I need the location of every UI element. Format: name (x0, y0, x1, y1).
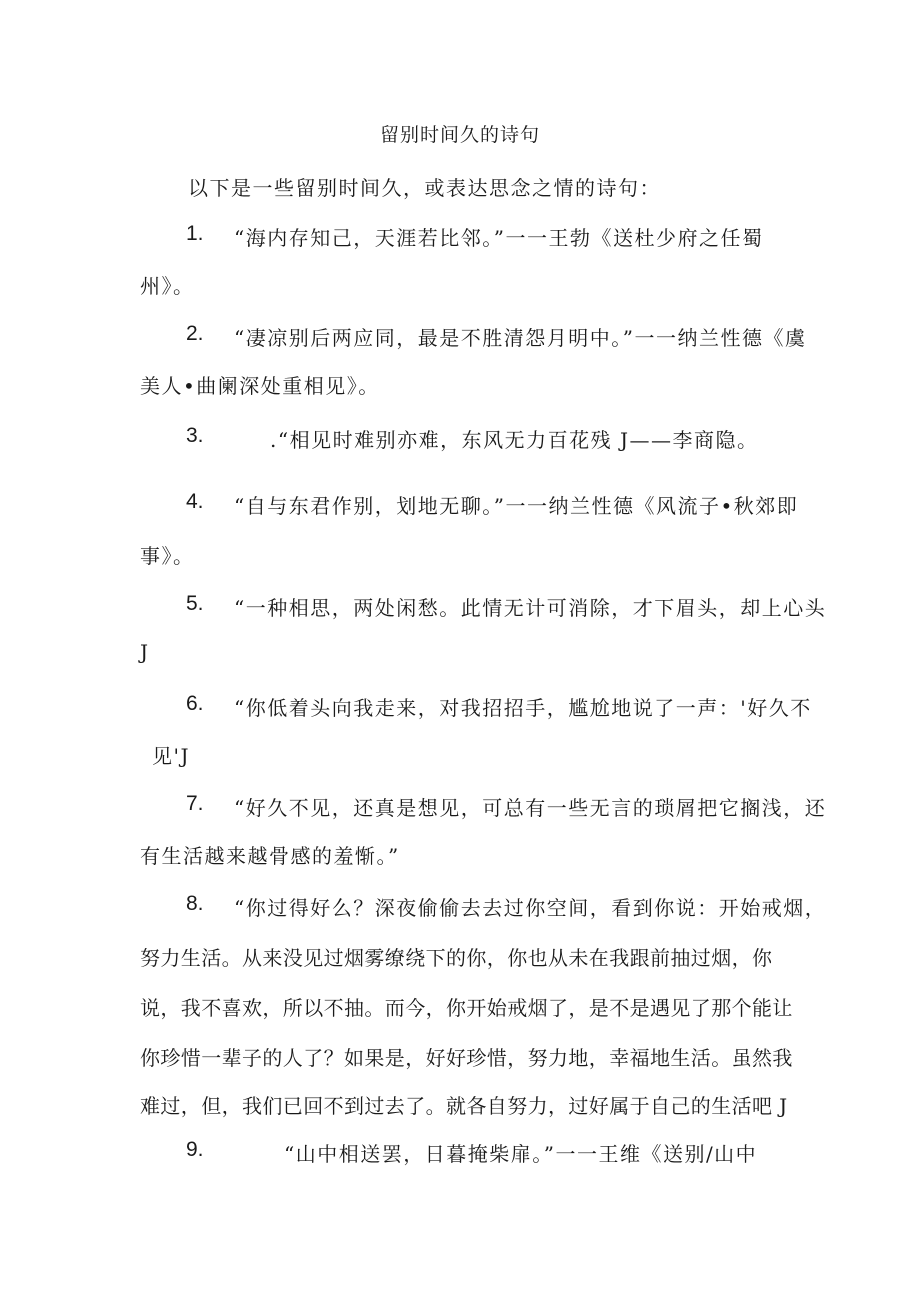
intro-text: 以下是一些留别时间久，或表达思念之情的诗句： (188, 176, 661, 200)
item-1-line-2: 州》。 (140, 274, 195, 298)
document-title: 留别时间久的诗句 (379, 124, 540, 146)
item-5-line-1: “一种相思，两处闲愁。此情无计可消除，才下眉头，却上心头 (234, 596, 827, 620)
item-4-line-2: 事》。 (140, 544, 195, 568)
item-8-line-3: 说，我不喜欢，所以不抽。而今，你开始戒烟了，是不是遇见了那个能让 (140, 996, 793, 1020)
item-7-line-2: 有生活越来越骨感的羞惭。” (140, 844, 400, 868)
item-2-line-1: “凄凉别后两应同，最是不胜清怨月明中。”一一纳兰性德《虞 (234, 326, 807, 350)
item-number-5: 5. (186, 592, 204, 615)
item-8-line-5: 难过，但，我们已回不到过去了。就各自努力，过好属于自己的生活吧 J (140, 1094, 788, 1118)
item-number-8: 8. (186, 892, 204, 915)
item-number-2: 2. (186, 322, 204, 345)
item-6-line-2: 见'J (152, 744, 191, 768)
item-2-line-2: 美人•曲阑深处重相见》。 (140, 374, 380, 398)
item-9-line-1: “山中相送罢，日暮掩柴扉。”一一王维《送别/山中 (284, 1142, 758, 1166)
item-number-9: 9. (186, 1138, 204, 1161)
item-8-line-1: “你过得好么？深夜偷偷去去过你空间，看到你说：开始戒烟， (234, 896, 827, 920)
item-6-line-1: “你低着头向我走来，对我招招手，尴尬地说了一声：'好久不 (234, 696, 812, 720)
item-number-6: 6. (186, 692, 204, 715)
item-number-1: 1. (186, 222, 204, 245)
item-number-7: 7. (186, 792, 204, 815)
item-8-line-4: 你珍惜一辈子的人了？如果是，好好珍惜，努力地，幸福地生活。虽然我 (140, 1046, 793, 1070)
item-1-line-1: “海内存知己，天涯若比邻。”一一王勃《送杜少府之任蜀 (234, 226, 764, 250)
item-number-3: 3. (186, 424, 204, 447)
item-4-line-1: “自与东君作别，划地无聊。”一一纳兰性德《风流子•秋郊即 (234, 494, 799, 518)
item-7-line-1: “好久不见，还真是想见，可总有一些无言的琐屑把它搁浅，还 (234, 796, 827, 820)
item-number-4: 4. (186, 490, 204, 513)
item-8-line-2: 努力生活。从来没见过烟雾缭绕下的你，你也从未在我跟前抽过烟，你 (140, 946, 773, 970)
item-5-line-2: J (140, 640, 150, 664)
item-3-line-1: .“相见时难别亦难，东风无力百花残 J——李商隐。 (270, 428, 759, 452)
